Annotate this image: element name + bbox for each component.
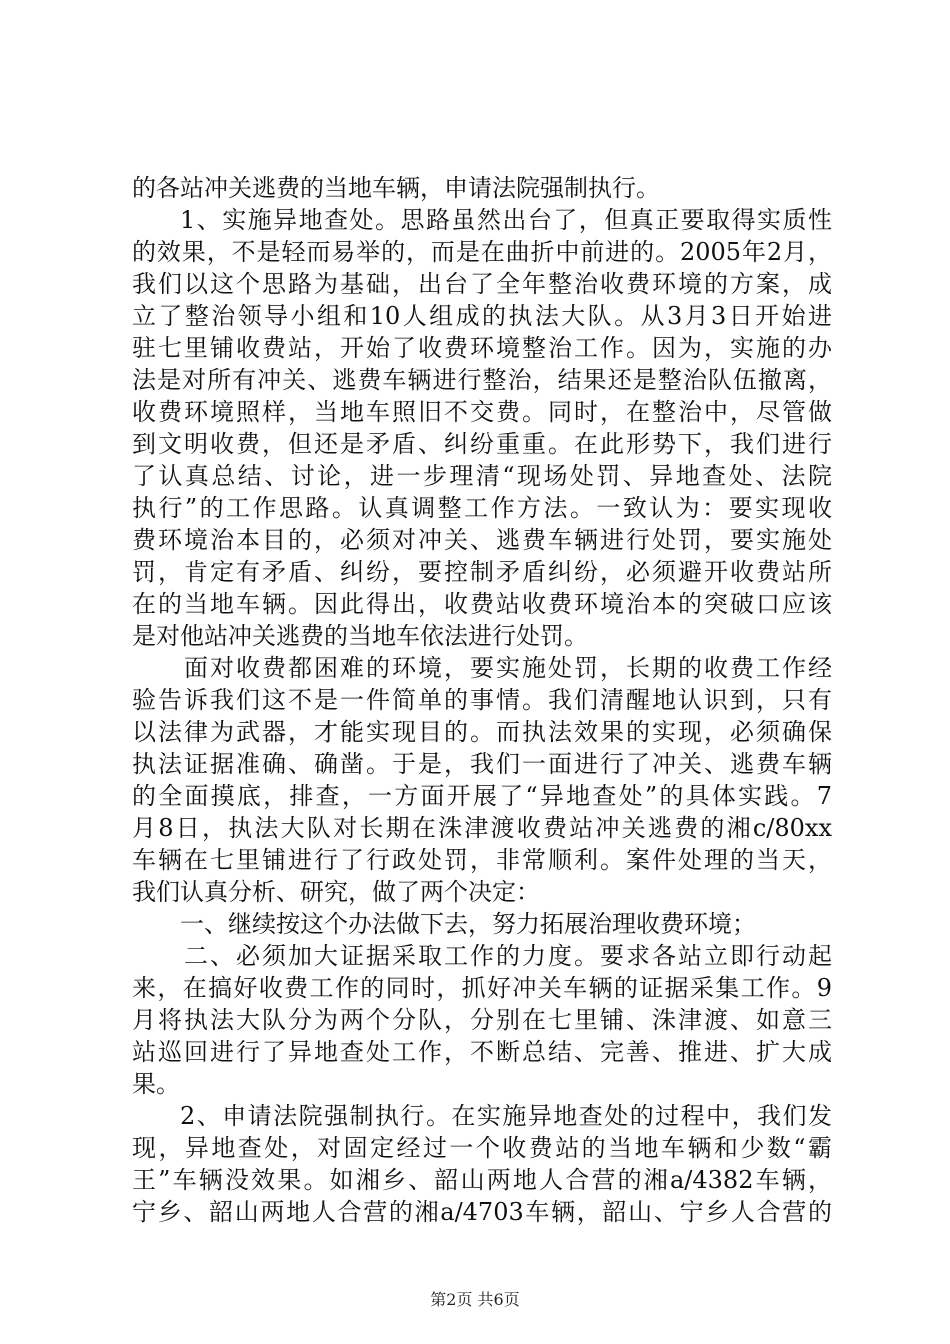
- text-line: 费环境治本目的，必须对冲关、逃费车辆进行处罚，要实施处: [132, 526, 832, 554]
- text-line: 2、申请法院强制执行。在实施异地查处的过程中，我们发: [180, 1102, 832, 1130]
- text-line: 我们以这个思路为基础，出台了全年整治收费环境的方案，成: [132, 270, 832, 298]
- text-line: 了认真总结、讨论，进一步理清“现场处罚、异地查处、法院: [132, 462, 832, 490]
- text-line: 法是对所有冲关、逃费车辆进行整治，结果还是整治队伍撤离，: [132, 366, 832, 394]
- text-line: 在的当地车辆。因此得出，收费站收费环境治本的突破口应该: [132, 590, 832, 618]
- text-line: 我们认真分析、研究，做了两个决定：: [132, 878, 540, 906]
- text-line: 收费环境照样，当地车照旧不交费。同时，在整治中，尽管做: [132, 398, 832, 426]
- text-line: 的效果，不是轻而易举的，而是在曲折中前进的。2005年2月，: [132, 238, 832, 266]
- text-line: 以法律为武器，才能实现目的。而执法效果的实现，必须确保: [132, 718, 832, 746]
- text-line: 执法证据准确、确凿。于是，我们一面进行了冲关、逃费车辆: [132, 750, 832, 778]
- text-line: 一、继续按这个办法做下去，努力拓展治理收费环境；: [180, 910, 756, 938]
- text-line: 的全面摸底，排查，一方面开展了“异地查处”的具体实践。7: [132, 782, 832, 810]
- text-line: 立了整治领导小组和10人组成的执法大队。从3月3日开始进: [132, 302, 832, 330]
- text-line: 月8日，执法大队对长期在洙津渡收费站冲关逃费的湘c/80xx: [132, 814, 832, 842]
- text-line: 面对收费都困难的环境，要实施处罚，长期的收费工作经: [184, 654, 832, 682]
- text-line: 验告诉我们这不是一件简单的事情。我们清醒地认识到，只有: [132, 686, 832, 714]
- text-line: 罚，肯定有矛盾、纠纷，要控制矛盾纠纷，必须避开收费站所: [132, 558, 832, 586]
- text-line: 的各站冲关逃费的当地车辆，申请法院强制执行。: [132, 174, 660, 202]
- document-body: [132, 172, 832, 1228]
- text-line: 车辆在七里铺进行了行政处罚，非常顺利。案件处理的当天，: [132, 846, 832, 874]
- text-line: 来，在搞好收费工作的同时，抓好冲关车辆的证据采集工作。9: [132, 974, 832, 1002]
- text-line: 果。: [132, 1070, 180, 1098]
- text-line: 月将执法大队分为两个分队，分别在七里铺、洙津渡、如意三: [132, 1006, 832, 1034]
- text-line: 执行”的工作思路。认真调整工作方法。一致认为：要实现收: [132, 494, 832, 522]
- text-line: 是对他站冲关逃费的当地车依法进行处罚。: [132, 622, 588, 650]
- text-line: 宁乡、韶山两地人合营的湘a/4703车辆，韶山、宁乡人合营的: [132, 1198, 832, 1226]
- text-line: 1、实施异地查处。思路虽然出台了，但真正要取得实质性: [180, 206, 832, 234]
- text-line: 驻七里铺收费站，开始了收费环境整治工作。因为，实施的办: [132, 334, 832, 362]
- text-line: 到文明收费，但还是矛盾、纠纷重重。在此形势下，我们进行: [132, 430, 832, 458]
- text-line: 二、必须加大证据采取工作的力度。要求各站立即行动起: [184, 942, 832, 970]
- text-line: 站巡回进行了异地查处工作，不断总结、完善、推进、扩大成: [132, 1038, 832, 1066]
- text-line: 王”车辆没效果。如湘乡、韶山两地人合营的湘a/4382车辆，: [132, 1166, 832, 1194]
- page-footer: 第2页 共6页: [430, 1290, 520, 1309]
- text-line: 现，异地查处，对固定经过一个收费站的当地车辆和少数“霸: [132, 1134, 832, 1162]
